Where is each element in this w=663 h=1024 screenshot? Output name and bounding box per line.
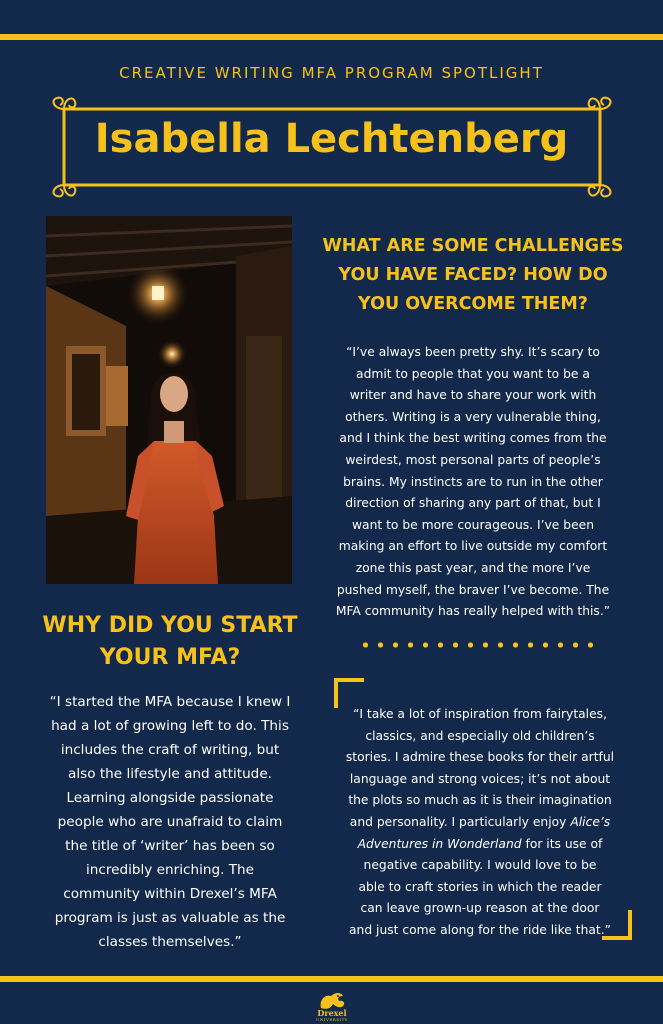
top-rule xyxy=(0,34,663,40)
why-heading: WHY DID YOU START YOUR MFA? xyxy=(42,613,298,670)
logo-subtext: UNIVERSITY xyxy=(316,1017,348,1022)
bottom-rule xyxy=(0,976,663,982)
challenges-quote: “I’ve always been pretty shy. It’s scary to admit to people that you want to be a writer and have to share your work with others. Writing is a very vulnerable thing, and I think the best writing comes from the weirdest, most personal parts of people’s brains. My instincts are to run in the other direction of sharing any part of that, but I want to be more courageous. I’ve been making an effort to live outside my comfort zone this past year, and the more I’ve pushed myself, the braver I’ve become. The MFA community has really helped with this.” xyxy=(335,345,611,619)
inspiration-quote: “I take a lot of inspiration from fairytales, classics, and especially old children’s stories. I admire these books for their artful language and strong voices; it’s not about the plots so much as it is their imagination and personality. I particularly enjoy Alice’s Adventures in Wonderland for its use of negative capability. I would love to be able to craft stories in which the reader can leave grown-up reason at the door and just come along for the ride like that.” xyxy=(345,707,615,937)
book-title-part1: Alice’s xyxy=(570,814,611,829)
why-quote: “I started the MFA because I knew I had a lot of growing left to do. This includes the craft of writing, but also the lifestyle and attitude. Learning alongside passionate people who are unafraid to claim the title of ‘writer’ has been so incredibly enriching. The community within Drexel’s MFA program is just as valuable as the classes themselves.” xyxy=(49,694,291,950)
logo-wordmark: Drexel xyxy=(317,1008,347,1018)
book-title-part2: Adventures in Wonderland xyxy=(357,836,522,851)
student-name: Isabella Lechtenberg xyxy=(94,116,569,162)
program-kicker: CREATIVE WRITING MFA PROGRAM SPOTLIGHT xyxy=(119,64,544,82)
dotted-divider xyxy=(358,641,598,649)
challenges-heading: WHAT ARE SOME CHALLENGES YOU HAVE FACED? HOW DO YOU OVERCOME THEM? xyxy=(322,236,624,314)
photo-portrait xyxy=(46,216,292,584)
